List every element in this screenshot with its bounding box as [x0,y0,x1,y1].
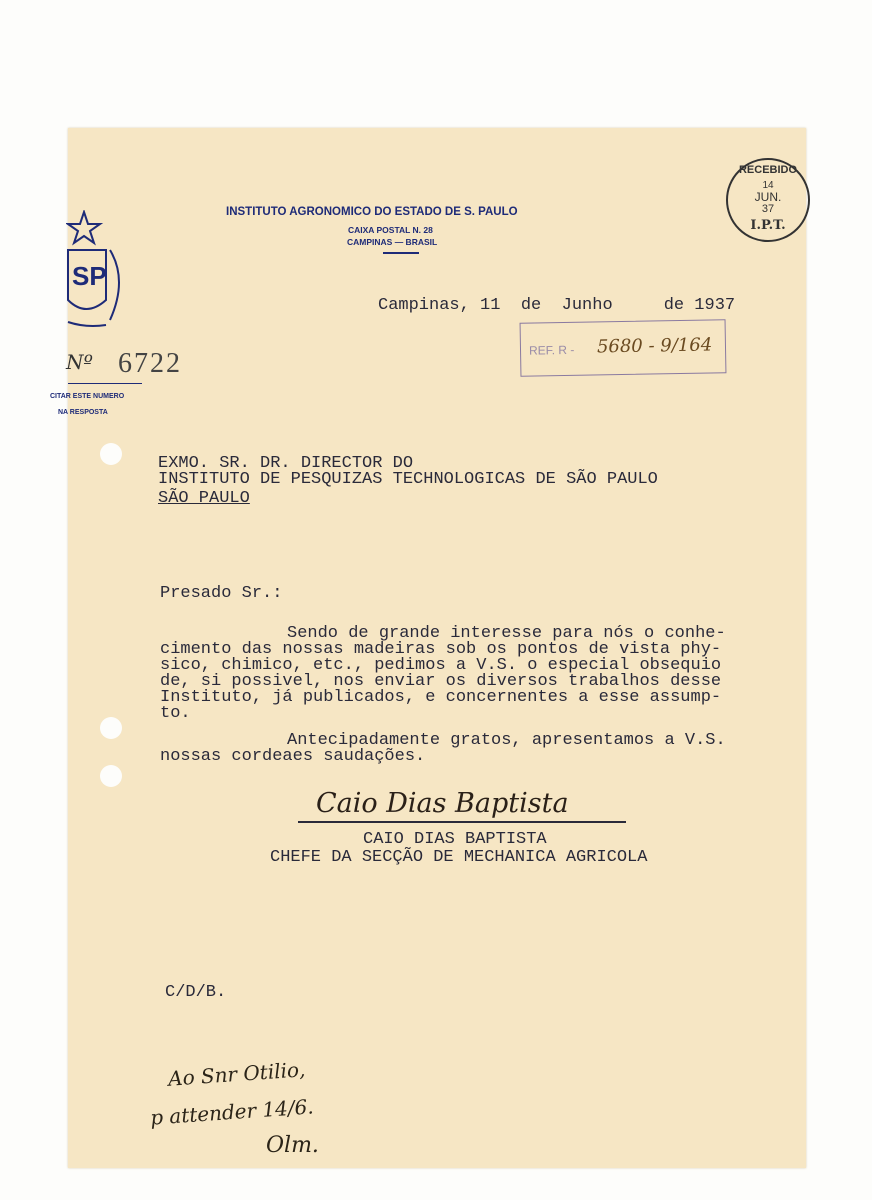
ref-value: 5680 - 9/164 [596,334,713,358]
letterhead-rule [383,252,419,254]
body-line: sico, chimico, etc., pedimos a V.S. o especial obsequio [160,656,722,675]
postal-box: CAIXA POSTAL N. 28 [348,225,433,235]
signatory-name: CAIO DIAS BAPTISTA [363,830,547,849]
date-de: de [520,295,542,315]
body-line: Sendo de grande interesse para nós o conhe- [287,624,726,643]
punch-hole [100,717,122,739]
body-line: cimento das nossas madeiras sob os pontos de vista phy- [160,640,722,659]
number-note-1: CITAR ESTE NUMERO [50,393,125,400]
date-de: de [663,295,685,315]
punch-hole [100,765,122,787]
date-city: Campinas, [378,295,470,315]
body-line: de, si possivel, nos enviar os diversos trabalhos desse [160,672,722,691]
number-rule [68,383,142,384]
ref-label: REF. R - [528,342,575,358]
body-line: nossas cordeaes saudações. [160,747,426,766]
received-stamp [726,158,810,242]
punch-hole [100,443,122,465]
letter-number: 6722 [118,348,182,379]
number-note-2: NA RESPOSTA [58,409,108,416]
letter-date [378,281,735,314]
body-line: Antecipadamente gratos, apresentamos a V.S. [287,731,726,750]
body-line: Instituto, já publicados, e concernentes a esse assump- [160,688,722,707]
number-prefix: Nº [66,350,93,374]
state-seal [66,192,136,314]
city-country: CAMPINAS — BRASIL [347,237,438,247]
date-month: Junho [561,295,613,315]
handwritten-signature: Caio Dias Baptista [316,788,569,819]
stamp-day: 14 [762,180,774,191]
typist-initials: C/D/B. [165,983,227,1002]
handwritten-note-line: p attender 14/6. [149,1094,315,1130]
salutation: Presado Sr.: [160,584,283,603]
addressee-line: EXMO. SR. DR. DIRECTOR DO [158,454,414,473]
stamp-org: I.P.T. [750,218,786,233]
handwritten-note-line: Olm. [266,1133,319,1158]
date-day: 11 [480,295,501,315]
addressee-line: SÃO PAULO [158,489,250,508]
handwritten-note-line: Ao Snr Otilio, [167,1057,307,1091]
institution-name: INSTITUTO AGRONOMICO DO ESTADO DE S. PAULO [226,206,518,218]
stamp-text: RECEBIDO [738,164,798,176]
svg-text:SP: SP [72,261,107,291]
signature-rule [298,821,626,823]
body-line: to. [160,704,191,723]
date-year: 1937 [694,295,736,315]
signatory-title: CHEFE DA SECÇÃO DE MECHANICA AGRICOLA [270,848,648,867]
stamp-month: JUN. [754,190,782,204]
addressee-line: INSTITUTO DE PESQUIZAS TECHNOLOGICAS DE SÃO PAULO [158,470,658,489]
reference-stamp [520,319,727,377]
stamp-year: 37 [761,203,775,215]
